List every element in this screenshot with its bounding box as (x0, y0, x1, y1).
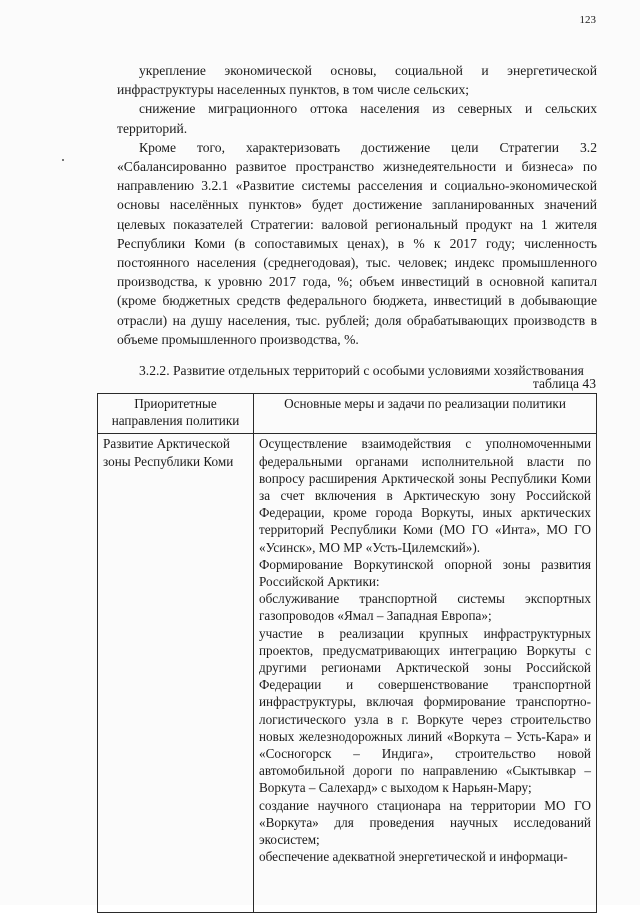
measure-item: обеспечение адекватной энергетической и информаци- (259, 849, 568, 865)
table-row (98, 434, 597, 913)
header-measures: Основные меры и задачи по реализации политики (254, 394, 597, 434)
paragraph: снижение миграционного оттока населения из северных и сельских территорий. (117, 101, 597, 136)
page-number: 123 (579, 14, 596, 26)
paragraph: укрепление экономической основы, социальной и энергетической инфраструктуры населенных пунктов, в том числе сельских; (117, 63, 597, 98)
table-caption: таблица 43 (532, 376, 596, 391)
measure-item: создание научного стационара на территории МО ГО «Воркута» для проведения научных исследований экосистем; (259, 797, 591, 847)
measure-item: Осуществление взаимодействия с уполномоченными федеральными органами исполнительной власти по вопросу расширения Арктической зоны Республики Коми за счет включения в Арктическую зону Российской Федерации, кроме города Воркуты, иных арктических территорий Республики Коми (МО ГО «Инта», МО ГО «Усинск», МО МР «Усть-Цилемский»). (259, 436, 591, 555)
policy-table (97, 393, 597, 913)
measure-item: участие в реализации крупных инфраструктурных проектов, предусматривающих интеграцию Воркуты с другими регионами Арктической зоны Российской Федерации и совершенствование транспортной инфраструктуры, включая формирование транспортно-логистического узла в г. Воркуте через строительство новых железнодорожных линий «Воркута – Усть-Кара» и «Сосногорск – Индига», строительство новой автомобильной дороги по направлению «Сыктывкар – Воркута – Салехард» с выходом к Нарьян-Мару; (259, 625, 591, 796)
scan-mark (62, 159, 64, 161)
paragraph: Кроме того, характеризовать достижение цели Стратегии 3.2 «Сбалансированно развитое пространство жизнедеятельности и бизнеса» по направлению 3.2.1 «Развитие системы расселения и социально-экономической основы населённых пунктов» будет достижение запланированных значений целевых показателей Стратегии: валовой региональный продукт на 1 жителя Республики Коми (в сопоставимых ценах), в % к 2017 году; численность постоянного населения (среднегодовая), тыс. человек; индекс промышленного производства, к уровню 2017 года, %; объем инвестиций в основной капитал (кроме бюджетных средств федерального бюджета, инвестиций в добывающие отрасли) на душу населения, тыс. рублей; доля обрабатывающих производств в объеме промышленного производства, %. (117, 139, 597, 347)
section-heading: 3.2.2. Развитие отдельных территорий с особыми условиями хозяйствования (139, 363, 584, 379)
measure-item: обслуживание транспортной системы экспортных газопроводов «Ямал – Западная Европа»; (259, 591, 591, 624)
cell-measures (254, 434, 597, 913)
header-directions: Приоритетные направления политики (98, 394, 254, 434)
table-header-row (98, 394, 597, 434)
body-text (117, 61, 597, 380)
measure-item: Формирование Воркутинской опорной зоны развития Российской Арктики: (259, 556, 591, 589)
cell-direction: Развитие Арктической зоны Республики Коми (98, 434, 254, 913)
